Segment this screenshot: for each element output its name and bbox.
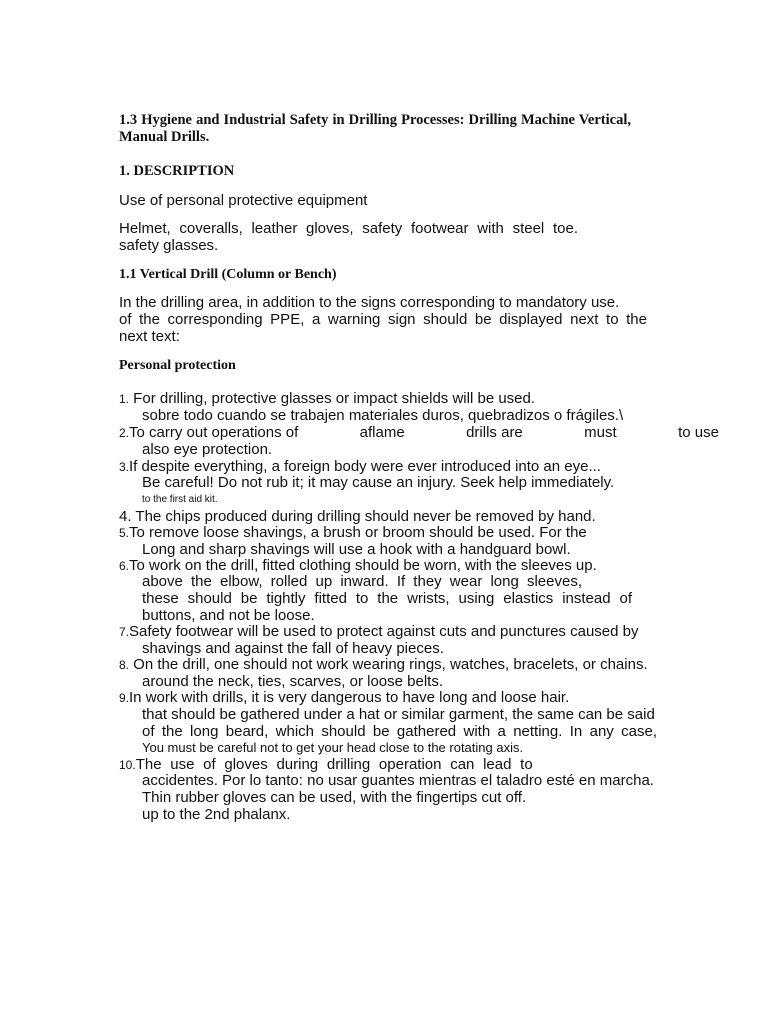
- ppe-intro-text: Use of personal protective equipment: [119, 192, 368, 209]
- ppe-list-line-1: Helmet, coveralls, leather gloves, safety footwear with steel toe.: [119, 220, 578, 237]
- list-item-5-continuation: Long and sharp shavings will use a hook with a handguard bowl.: [142, 541, 571, 558]
- list-item-number: 10.: [119, 758, 136, 772]
- list-item-number: 7.: [119, 625, 130, 639]
- list-item-number: 2.: [119, 426, 130, 440]
- list-item-text: The use of gloves during drilling operation can lead to: [135, 756, 533, 773]
- list-item-6-continuation: these should be tightly fitted to the wrists, using elastics instead of: [142, 590, 632, 607]
- list-item-text: On the drill, one should not work wearing rings, watches, bracelets, or chains.: [129, 656, 648, 673]
- list-item-7-continuation: shavings and against the fall of heavy pieces.: [142, 640, 444, 657]
- list-item-10-continuation: accidentes. Por lo tanto: no usar guantes mientras el taladro esté en marcha.: [142, 772, 654, 789]
- list-item-9-continuation: You must be careful not to get your head close to the rotating axis.: [142, 740, 524, 755]
- list-item-2-segment: drills are: [466, 424, 523, 441]
- list-item-text: If despite everything, a foreign body were ever introduced into an eye...: [129, 458, 601, 475]
- ppe-list-line-2: safety glasses.: [119, 237, 219, 254]
- list-item-5: [119, 524, 587, 542]
- list-item-text: For drilling, protective glasses or impact shields will be used.: [129, 390, 536, 407]
- list-item-9-continuation: of the long beard, which should be gathered with a netting. In any case,: [142, 723, 657, 740]
- list-item-number: 1.: [119, 392, 130, 406]
- list-item-number: 5.: [119, 526, 130, 540]
- subsection-heading-vertical-drill: 1.1 Vertical Drill (Column or Bench): [119, 267, 337, 282]
- list-item-2-segment: aflame: [359, 424, 405, 441]
- list-item-2-continuation: also eye protection.: [142, 441, 273, 458]
- list-item-number: 6.: [119, 559, 130, 573]
- drilling-area-line-2: of the corresponding PPE, a warning sign should be displayed next to the: [119, 311, 647, 328]
- list-item-10-continuation: up to the 2nd phalanx.: [142, 806, 291, 823]
- list-item-4: 4. The chips produced during drilling should never be removed by hand.: [119, 508, 596, 525]
- list-item-2-segment: 2.To carry out operations of: [119, 424, 299, 441]
- list-item-9: [119, 689, 569, 707]
- list-item-1: [119, 390, 535, 408]
- list-item-3-continuation-small: to the first aid kit.: [142, 494, 218, 505]
- list-item-number: 3.: [119, 460, 130, 474]
- list-item-number: 8.: [119, 658, 130, 672]
- document-title: 1.3 Hygiene and Industrial Safety in Drilling Processes: Drilling Machine Vertical, Manual Drills.: [119, 112, 631, 145]
- list-item-2-segment: must: [584, 424, 617, 441]
- list-item-2-segment: to use: [678, 424, 719, 441]
- list-item-text: To remove loose shavings, a brush or broom should be used. For the: [129, 524, 587, 541]
- list-item-9-continuation: that should be gathered under a hat or similar garment, the same can be said: [142, 706, 655, 723]
- list-item-number: 9.: [119, 691, 130, 705]
- list-item-2: [119, 424, 719, 442]
- list-item-text: In work with drills, it is very dangerous to have long and loose hair.: [129, 689, 570, 706]
- list-item-1-continuation: sobre todo cuando se trabajen materiales duros, quebradizos o frágiles.\: [142, 407, 624, 424]
- list-item-6-continuation: buttons, and not be loose.: [142, 607, 315, 624]
- list-item-8: [119, 656, 648, 674]
- list-item-3-continuation: Be careful! Do not rub it; it may cause an injury. Seek help immediately.: [142, 474, 615, 491]
- list-item-7: [119, 623, 638, 641]
- list-item-6-continuation: above the elbow, rolled up inward. If they wear long sleeves,: [142, 573, 582, 590]
- drilling-area-line-3: next text:: [119, 328, 180, 345]
- personal-protection-heading: Personal protection: [119, 358, 236, 373]
- section-heading-description: 1. DESCRIPTION: [119, 163, 235, 179]
- list-item-text: Safety footwear will be used to protect against cuts and punctures caused by: [129, 623, 639, 640]
- drilling-area-line-1: In the drilling area, in addition to the signs corresponding to mandatory use.: [119, 294, 620, 311]
- list-item-10-continuation: Thin rubber gloves can be used, with the fingertips cut off.: [142, 789, 527, 806]
- list-item-text: To work on the drill, fitted clothing should be worn, with the sleeves up.: [129, 557, 597, 574]
- list-item-8-continuation: around the neck, ties, scarves, or loose belts.: [142, 673, 443, 690]
